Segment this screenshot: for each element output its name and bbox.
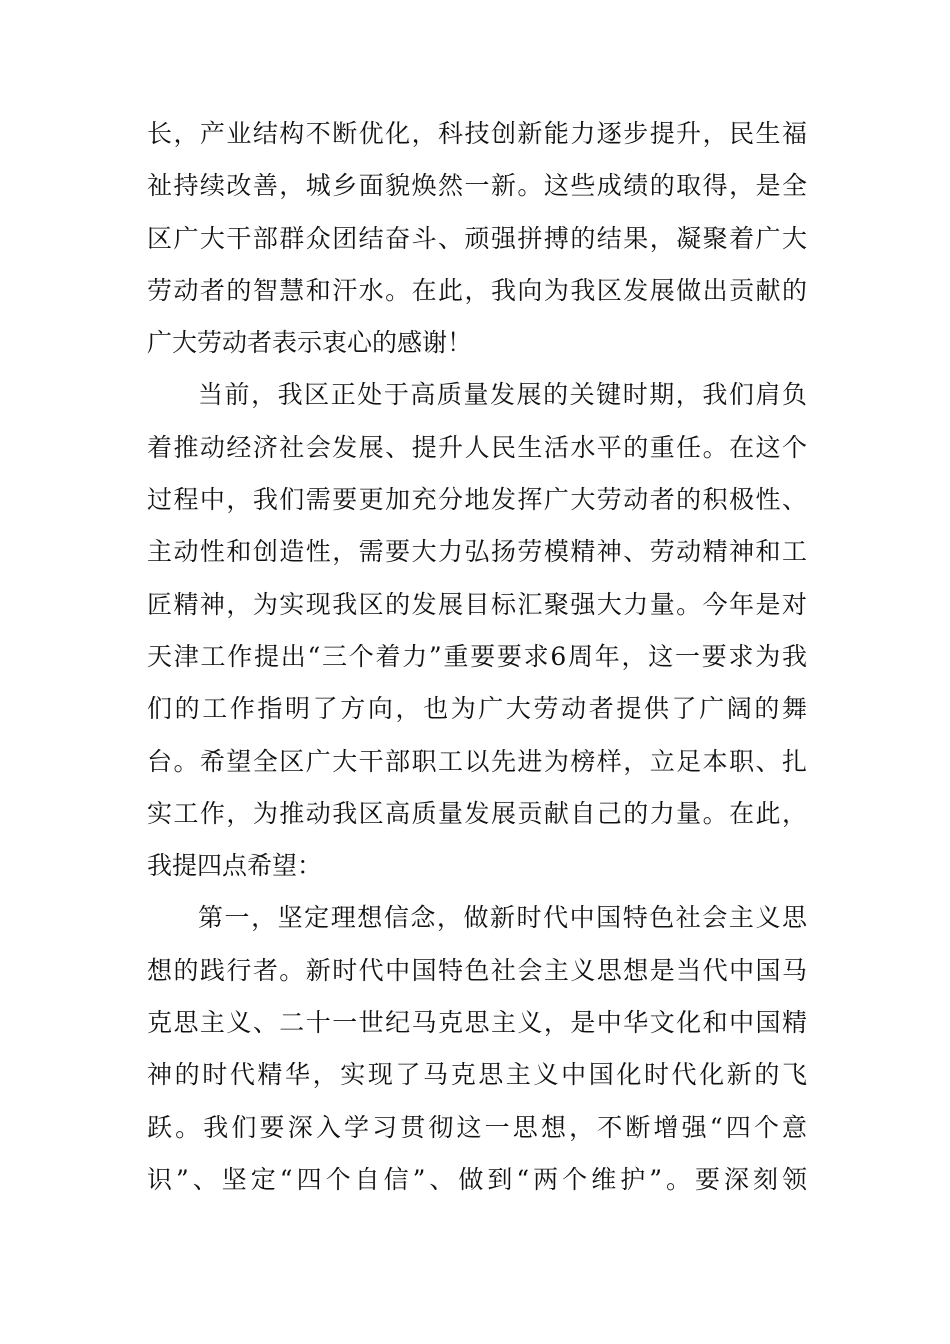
text-line: 识”、坚定“四个自信”、做到“两个维护”。要深刻领	[147, 1164, 807, 1194]
text-line: 天津工作提出“三个着力”重要要求6周年，这一要求为我	[147, 641, 807, 671]
text-line: 想的践行者。新时代中国特色社会主义思想是当代中国马	[147, 955, 807, 985]
text-line: 实工作，为推动我区高质量发展贡献自己的力量。在此，	[147, 798, 807, 828]
text-line: 我提四点希望：	[147, 851, 323, 881]
text-line: 匠精神，为实现我区的发展目标汇聚强大力量。今年是对	[147, 589, 807, 619]
text-line: 主动性和创造性，需要大力弘扬劳模精神、劳动精神和工	[147, 537, 807, 567]
text-line: 长，产业结构不断优化，科技创新能力逐步提升，民生福	[147, 119, 807, 148]
text-line: 劳动者的智慧和汗水。在此，我向为我区发展做出贡献的	[147, 275, 807, 305]
text-line: 跃。我们要深入学习贯彻这一思想，不断增强“四个意	[147, 1112, 807, 1142]
text-line: 祉持续改善，城乡面貌焕然一新。这些成绩的取得，是全	[147, 171, 807, 201]
text-line: 区广大干部群众团结奋斗、顽强拼搏的结果，凝聚着广大	[147, 223, 807, 253]
paragraph-first-line: 当前，我区正处于高质量发展的关键时期，我们肩负	[198, 380, 807, 410]
text-line: 克思主义、二十一世纪马克思主义，是中华文化和中国精	[147, 1008, 807, 1038]
text-line: 神的时代精华，实现了马克思主义中国化时代化新的飞	[147, 1060, 807, 1090]
text-line: 台。希望全区广大干部职工以先进为榜样，立足本职、扎	[147, 746, 807, 776]
text-line: 们的工作指明了方向，也为广大劳动者提供了广阔的舞	[147, 694, 807, 724]
text-line: 广大劳动者表示衷心的感谢！	[147, 328, 473, 358]
document-body	[147, 108, 807, 1206]
paragraph-first-line: 第一，坚定理想信念，做新时代中国特色社会主义思	[198, 903, 807, 933]
text-line: 着推动经济社会发展、提升人民生活水平的重任。在这个	[147, 432, 807, 462]
text-line: 过程中，我们需要更加充分地发挥广大劳动者的积极性、	[147, 485, 807, 515]
